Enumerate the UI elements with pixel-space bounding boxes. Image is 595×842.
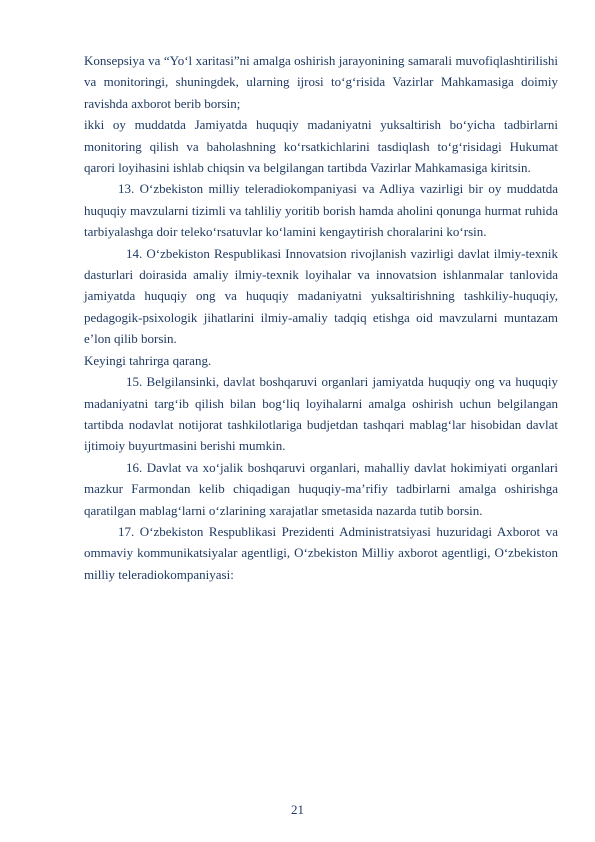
paragraph-item-14: 14. O‘zbekiston Respublikasi Innovatsion rivojlanish vazirligi davlat ilmiy-texnik dasturlari doirasida amaliy ilmiy-texnik loyihalar va innovatsion ishlanmalar tanlovida jamiyatda huquqiy ong va huquqiy madaniyatni yuksaltirishning tashkiliy-huquqiy, pedagogik-psixologik jihatlarini ilmiy-amaliy tadqiq etishga oid mavzularni muntazam e’lon qilib borsin. bbox=[84, 245, 558, 347]
paragraph-konsepsiya: Konsepsiya va “Yo‘l xaritasi”ni amalga oshirish jarayonining samarali muvofiqlashtirilishi va monitoringi, shuningdek, ularning ijrosi to‘g‘risida Vazirlar Mahkamasiga doimiy ravishda axborot berib borsin; bbox=[84, 53, 558, 111]
paragraph-item-15: 15. Belgilansinki, davlat boshqaruvi organlari jamiyatda huquqiy ong va huquqiy madaniyatni targ‘ib qilish bilan bog‘liq loyihalarni amalga oshirish uchun belgilangan tartibda nodavlat notijorat tashkilotlariga budjetdan tashqari mablag‘lar hisobidan davlat ijtimoiy buyurtmasini berishi mumkin. bbox=[84, 374, 558, 454]
paragraph-item-16: 16. Davlat va xo‘jalik boshqaruvi organlari, mahalliy davlat hokimiyati organlari mazkur Farmondan kelib chiqadigan huquqiy-ma’rifiy tadbirlarni amalga oshirishga qaratilgan mablag‘larni o‘zlarining xarajatlar smetasida nazarda tutib borsin. bbox=[84, 459, 558, 518]
paragraph-item-13: 13. O‘zbekiston milliy teleradiokompaniyasi va Adliya vazirligi bir oy muddatda huquqiy mavzularni tizimli va tahliliy yoritib borish hamda aholini qonunga hurmat ruhida tarbiyalashga doir teleko‘rsatuvlar ko‘lamini kengaytirish choralarini ko‘rsin. bbox=[84, 181, 558, 240]
next-edition-link[interactable]: Keyingi tahrirga qarang. bbox=[84, 352, 212, 368]
page-number: 21 bbox=[291, 802, 304, 817]
paragraph-item-17: 17. O‘zbekiston Respublikasi Prezidenti Administratsiyasi huzuridagi Axborot va ommaviy kommunikatsiyalar agentligi, O‘zbekiston Milliy axborot agentligi, O‘zbekiston milliy teleradiokompaniyasi: bbox=[84, 523, 558, 582]
document-body bbox=[84, 50, 558, 585]
paragraph-ikki-oy: ikki oy muddatda Jamiyatda huquqiy madaniyatni yuksaltirish bo‘yicha tadbirlarni monitoring qilish va baholashning ko‘rsatkichlarini tasdiqlash to‘g‘risidagi Hukumat qarori loyihasini ishlab chiqsin va belgilangan tartibda Vazirlar Mahkamasiga kiritsin. bbox=[84, 117, 558, 176]
